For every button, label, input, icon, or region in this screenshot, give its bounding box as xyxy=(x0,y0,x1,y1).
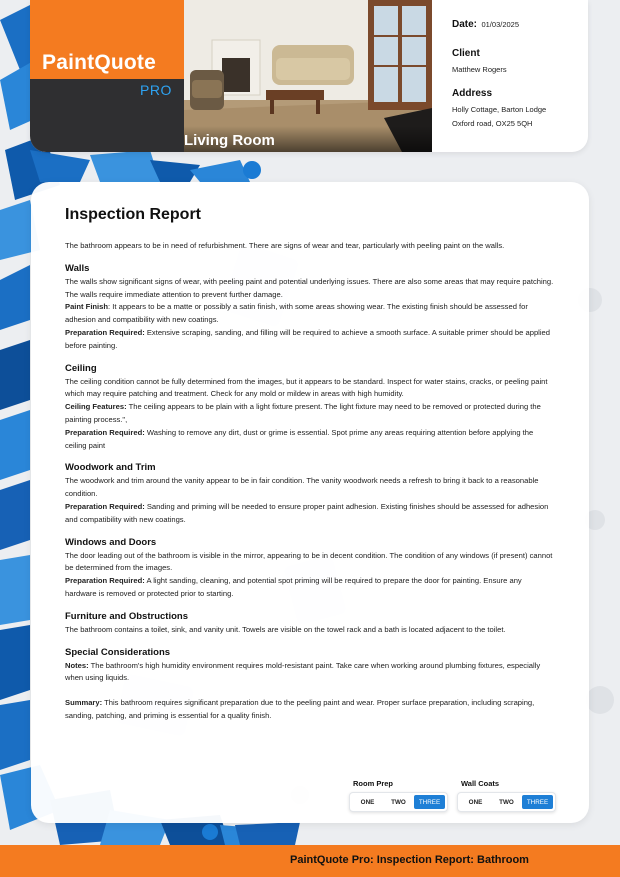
windows-prep xyxy=(65,575,555,601)
section-furniture xyxy=(65,611,555,637)
walls-prep-label: Preparation Required: xyxy=(65,327,145,337)
section-windows xyxy=(65,537,555,601)
report-footer xyxy=(0,845,620,877)
wall-coats-selector xyxy=(457,779,556,812)
room-label-overlay xyxy=(184,126,432,152)
section-special xyxy=(65,647,555,686)
section-woodwork xyxy=(65,462,555,526)
ceiling-prep-text: Washing to remove any dirt, dust or grime is essential. Spot prime any areas requiring attention before applying the ceiling paint xyxy=(65,427,534,450)
date-value: 01/03/2025 xyxy=(481,20,520,29)
walls-finish-label: Paint Finish xyxy=(65,302,109,312)
report-header xyxy=(30,0,588,152)
walls-finish xyxy=(65,301,555,327)
room-prep-option-two[interactable]: TWO xyxy=(391,798,406,806)
wall-coats-option-one[interactable]: ONE xyxy=(468,798,483,806)
footer-text: PaintQuote Pro: Inspection Report: Bathroom xyxy=(290,854,529,866)
windows-text: The door leading out of the bathroom is visible in the mirror, appearing to be in decent condition. The condition of any windows (if present) cannot be determined from the images. xyxy=(65,550,553,573)
section-title-furniture: Furniture and Obstructions xyxy=(65,610,188,622)
section-title-windows: Windows and Doors xyxy=(65,536,157,548)
wall-coats-option-two[interactable]: TWO xyxy=(499,798,514,806)
client-label: Client xyxy=(452,48,480,59)
brand-name: PaintQuote xyxy=(42,51,157,74)
address-label: Address xyxy=(452,88,493,99)
summary-label: Summary: xyxy=(65,698,103,708)
room-photo xyxy=(184,0,432,152)
ceiling-features xyxy=(65,401,555,427)
section-title-special: Special Considerations xyxy=(65,646,171,658)
address-row xyxy=(452,88,588,130)
special-notes xyxy=(65,660,555,686)
walls-finish-text: : It appears to be a matte or possibly a satin finish, with some areas showing wear. The existing finish should be assessed for adhesion and compatibility with new coatings. xyxy=(65,302,528,325)
ceiling-features-label: Ceiling Features: xyxy=(65,402,127,412)
date-row xyxy=(452,14,588,32)
address-line-2: Oxford road, OX25 5QH xyxy=(452,119,533,128)
walls-prep-text: Extensive scraping, sanding, and filling will be required to achieve a smooth surface. A suitable primer should be applied before painting. xyxy=(65,327,550,350)
room-prep-option-three[interactable]: THREE xyxy=(414,795,445,809)
brand-logo xyxy=(30,0,184,152)
quote-selectors xyxy=(349,779,559,819)
inspection-report xyxy=(31,182,589,823)
section-title-woodwork: Woodwork and Trim xyxy=(65,462,156,474)
report-title: Inspection Report xyxy=(65,206,202,223)
ceiling-text: The ceiling condition cannot be fully determined from the images, but it appears to be standard. Inspect for water stains, cracks, or peeling paint which may require patching and treatment. Check for any mold or mildew in areas with high humidity. xyxy=(65,376,548,399)
report-summary xyxy=(65,697,555,723)
windows-prep-label: Preparation Required: xyxy=(65,576,145,586)
room-prep-segmented-control xyxy=(349,792,448,812)
special-notes-label: Notes: xyxy=(65,660,89,670)
wall-coats-segmented-control xyxy=(457,792,556,812)
furniture-text: The bathroom contains a toilet, sink, and vanity unit. Towels are visible on the towel rack and a bath is located adjacent to the toilet. xyxy=(65,624,506,634)
section-ceiling xyxy=(65,363,555,453)
date-label: Date: xyxy=(452,19,478,30)
brand-tier: PRO xyxy=(140,82,172,98)
room-label: Living Room xyxy=(184,132,275,149)
ceiling-prep-label: Preparation Required: xyxy=(65,427,145,437)
wall-coats-label: Wall Coats xyxy=(461,779,500,788)
section-title-ceiling: Ceiling xyxy=(65,362,97,374)
woodwork-prep-label: Preparation Required: xyxy=(65,501,145,511)
section-walls xyxy=(65,263,555,353)
woodwork-text: The woodwork and trim around the vanity appear to be in fair condition. The vanity woodwork needs a refresh to bring it back to a reasonable condition. xyxy=(65,476,539,499)
special-notes-text: The bathroom's high humidity environment requires mold-resistant paint. Take care when working around plumbing fixtures, especially when using liquids. xyxy=(65,660,541,683)
ceiling-prep xyxy=(65,427,555,453)
woodwork-prep-text: Sanding and priming will be needed to ensure proper paint adhesion. Existing finishes should be assessed for adhesion and compatibility with new coatings. xyxy=(65,501,549,524)
client-info xyxy=(452,14,588,139)
room-prep-selector xyxy=(349,779,448,812)
section-title-walls: Walls xyxy=(65,262,90,274)
woodwork-prep xyxy=(65,501,555,527)
ceiling-features-text: The ceiling appears to be plain with a light fixture present. The light fixture may need to be removed or protected during the painting process.", xyxy=(65,402,541,424)
client-row xyxy=(452,48,588,76)
windows-prep-text: A light sanding, cleaning, and potential spot priming will be required to prepare the door for painting. Ensure any hardware is removed or protected prior to starting. xyxy=(65,576,522,598)
address-line-1: Holly Cottage, Barton Lodge xyxy=(452,105,547,114)
room-prep-label: Room Prep xyxy=(353,779,394,788)
wall-coats-option-three[interactable]: THREE xyxy=(522,795,553,809)
report-intro: The bathroom appears to be in need of refurbishment. There are signs of wear and tear, particularly with peeling paint on the walls. xyxy=(65,241,505,250)
walls-prep xyxy=(65,327,555,353)
walls-text: The walls show significant signs of wear, with peeling paint and potential underlying issues. There are also some areas that may require patching. The walls require immediate attention to prevent further damage. xyxy=(65,276,554,299)
client-name: Matthew Rogers xyxy=(452,65,507,74)
summary-text: This bathroom requires significant preparation due to the peeling paint and wear. Proper surface preparation, including scraping, sanding, patching, and priming is essential for a quality finish. xyxy=(65,698,535,720)
room-prep-option-one[interactable]: ONE xyxy=(360,798,375,806)
